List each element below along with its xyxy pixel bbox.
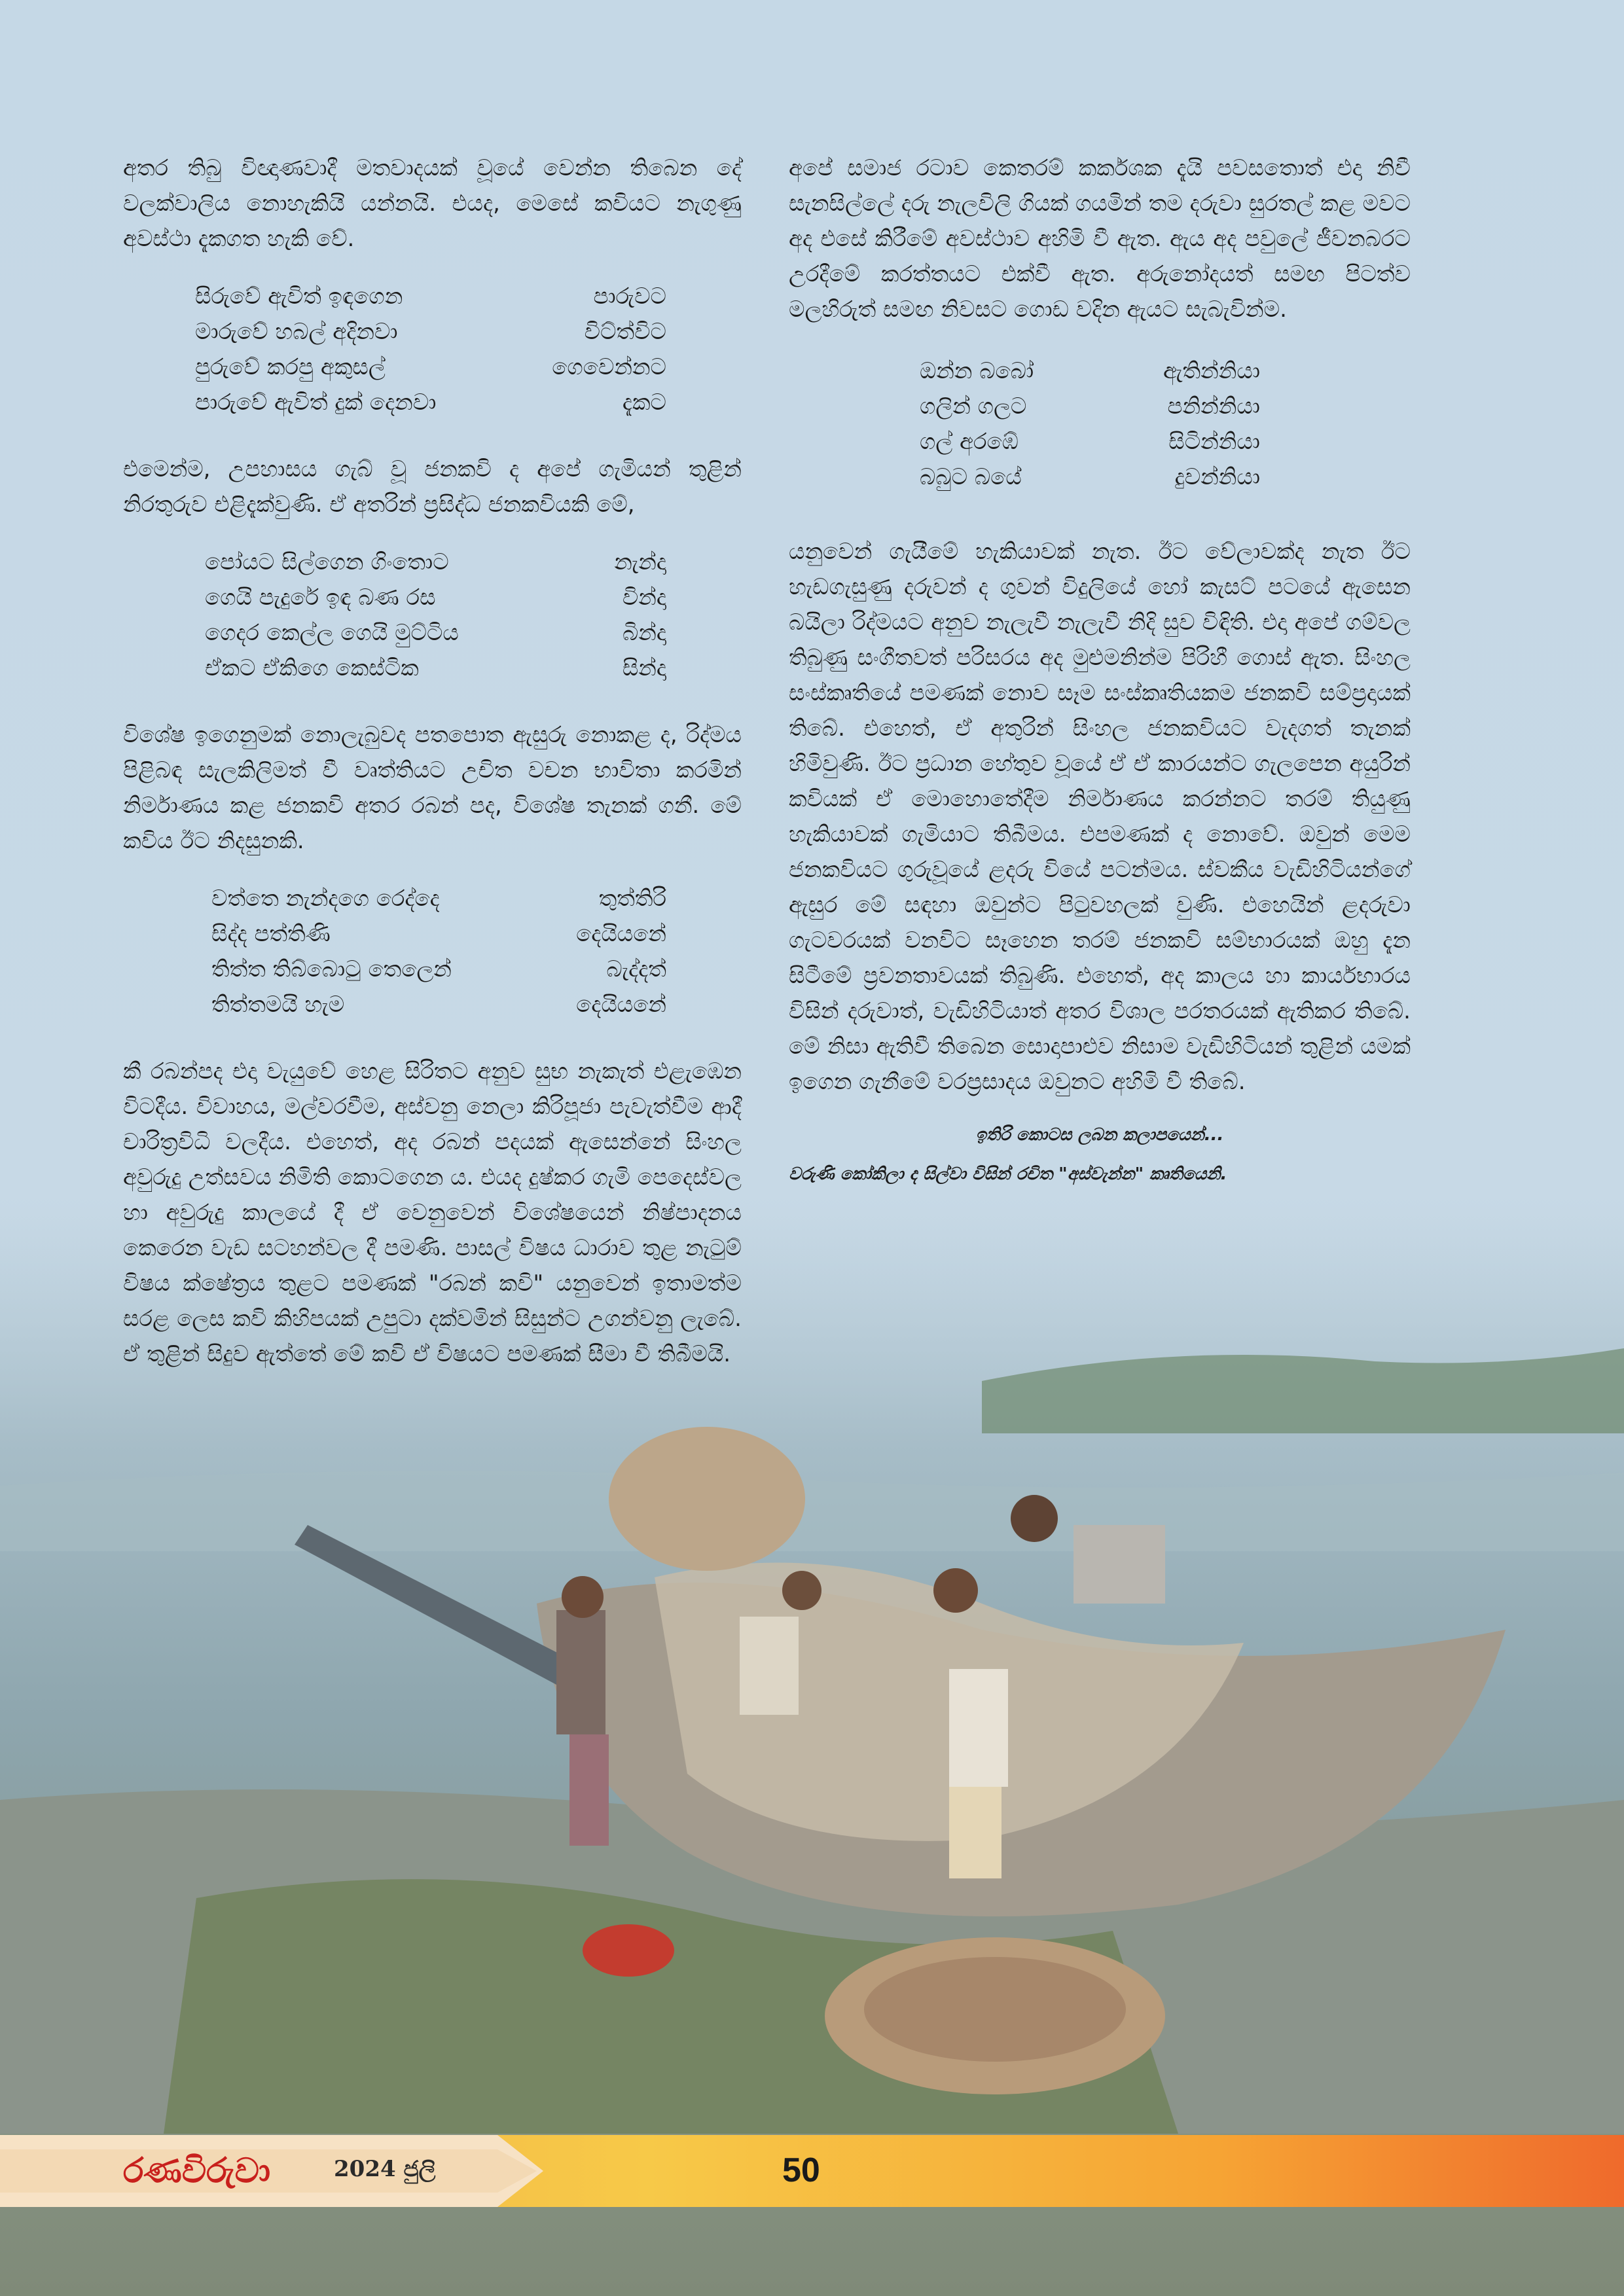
magazine-brand: රණවිරුවා xyxy=(123,2151,271,2191)
verse-line-text: ගලින් ගලට xyxy=(920,393,1027,420)
verse-line xyxy=(195,350,666,385)
page-footer xyxy=(0,2135,1624,2207)
verse-line xyxy=(920,389,1260,424)
verse-line-text: ගල් අරඹේ xyxy=(920,429,1019,455)
verse-line-end: දෙයියනේ xyxy=(576,992,666,1018)
verse-line xyxy=(211,952,666,987)
verse-line xyxy=(195,314,666,350)
verse-line-text: තිත්තමයි හැම xyxy=(211,992,345,1018)
verse-line-end: නැන්දා xyxy=(614,549,666,575)
verse-line xyxy=(920,459,1260,495)
paragraph: එමෙන්ම, උපහාසය ගැබ් වූ ජනකවි ද අපේ ගැමියන් තුළින් නිරතුරුව එළිදැක්වුණි. ඒ අතරින් ප්‍රසිද්ධ ජනකවියකි මේ, xyxy=(123,456,742,518)
paragraph: අපේ සමාජ රටාව කෙතරම් කර්කශක දැයි පවසතොත් එදා නිවී සැනසිල්ලේ දරු නැලවිලි ගියක් ගයමින් තම දරුවා සුරතල් කළ මවට අද එසේ කිරීමේ අවස්ථාව අහිමි වී ඇත. ඇය අද පවුලේ ජීවනබරට උරදීමේ කරත්තයට එක්වී ඇත. අරුනෝදයත් සමඟ පිටත්ව මලහිරුත් සමඟ නිවසට ගොඩ වදින ඇයට සැබැවින්ම. xyxy=(789,155,1411,323)
paragraph: විශේෂ ඉගෙනුමක් නොලැබුවද පතපොත ඇසුරු නොකළ ද, රිද්මය පිළිබඳ සැලකිලිමත් වී වෘත්තියට උචිත වචන භාවිතා කරමින් නිර්මාණය කළ ජනකවි අතර රබන් පද, විශේෂ තැනක් ගනී. මේ කවිය ඊට නිදසුනකි. xyxy=(123,722,742,854)
verse-line-text: පුරුවේ කරපු අකුසල් xyxy=(195,354,386,380)
verse-line xyxy=(211,987,666,1022)
verse-block xyxy=(211,881,666,1022)
verse-line-text: පෝයට සිල්ගෙන ගිංතොට xyxy=(205,549,449,575)
verse-line xyxy=(205,580,666,615)
verse-line-end: වින්දා xyxy=(622,584,666,611)
verse-line-text: බබුට බයේ xyxy=(920,464,1022,490)
verse-line xyxy=(195,279,666,314)
verse-line-text: ඔන්න බබෝ xyxy=(920,358,1034,384)
verse-line-end: දුවන්නියා xyxy=(1174,464,1260,490)
page-number: 50 xyxy=(782,2151,820,2189)
verse-line-text: ගෙයි පැදුරේ ඉඳ බණ රස xyxy=(205,584,436,611)
verse-line-end: විට්ත්විට xyxy=(584,319,666,345)
continued-note: ඉතිරි කොටස ලබන කලාපයෙන්... xyxy=(975,1125,1224,1145)
right-column xyxy=(789,151,1411,1187)
verse-line-end: සිටින්නියා xyxy=(1168,429,1260,455)
verse-line xyxy=(920,353,1260,389)
verse-line-text: තිත්ත තිබ්බොටු තෙලෙන් xyxy=(211,956,452,982)
verse-line-end: ගෙවෙන්නට xyxy=(552,354,666,380)
verse-line-end: බැද්දත් xyxy=(606,956,666,982)
verse-line-text: සිද්ද පත්තිණි xyxy=(211,921,331,947)
verse-line-text: මාරුවේ හබල් අදිනවා xyxy=(195,319,398,345)
verse-line-text: පාරුවේ ඇවිත් දුක් දෙනවා xyxy=(195,389,437,416)
verse-line-end: පනින්නියා xyxy=(1167,393,1260,420)
verse-line-text: සිරුවේ ඇවිත් ඉඳගෙන xyxy=(195,283,403,310)
verse-line xyxy=(211,916,666,952)
verse-line-end: තුත්තිරි xyxy=(598,886,666,912)
verse-line-end: දෙයියනේ xyxy=(576,921,666,947)
paragraph: කී රබන්පද එදා වැයුවේ හෙළ සිරිතට අනුව සුභ නැකැත් එළැඹෙන විටදීය. විවාහය, මල්වරවීම, අස්වනු නෙලා කිරිපූජා පැවැත්වීම ආදී චාරිත්‍රවිධි වලදීය. එහෙත්, අද රබන් පදයක් ඇසෙන්නේ සිංහල අවුරුදු උත්සවය නිමිති කොටගෙන ය. එයද දුෂ්කර ගැමි පෙදෙස්වල හා අවුරුදු කාලයේ දී ඒ වෙනුවෙන් විශේෂයෙන් නිෂ්පාදනය කෙරෙන වැඩ සටහන්වල දී පමණි. පාසල් විෂය ධාරාව තුළ නැටුම් විෂය ක්ෂේත්‍රය තුළට පමණක් "රබන් කවි" යනුවෙන් ඉතාමත්ම සරළ ලෙස කවි කිහිපයක් උපුටා දක්වමින් සිසුන්ට උගන්වනු ලැබේ. ඒ තුළින් සිදුව ඇත්තේ මේ කවි ඒ විෂයට පමණක් සීමා වී තිබීමයි. xyxy=(123,1058,742,1367)
verse-line-end: පාරුවට xyxy=(593,283,666,310)
verse-line-end: දැකට xyxy=(622,389,666,416)
paragraph: යනුවෙන් ගැයීමේ හැකියාවක් නැත. ඊට වේලාවක්ද නැත ඊට හැඩගැසුණු දරුවන් ද ගුවන් විදුලියේ හෝ කැසට් පටයේ ඇසෙන බයිලා රිද්මයට අනුව නැලැවී නැලැවී නිදි සුව විඳිති. එදා අපේ ගම්වල තිබුණු සංගීතවත් පරිසරය අද මුළුමනින්ම පිරිහී ගොස් ඇත. සිංහල සංස්කෘතියේ පමණක් නොව සෑම සංස්කෘතියකම ජනකවි සම්ප්‍රදායක් තිබේ. එහෙත්, ඒ අතුරින් සිංහල ජනකවියට වැදගත් තැනක් හිමිවුණි. ඊට ප්‍රධාන හේතුව වූයේ ඒ ඒ කාරයන්ට ගැලපෙන අයුරින් කවියක් ඒ මොහොතේදීම නිර්මාණය කරන්නට තරම් තියුණු හැකියාවක් ගැමියාට තිබීමය. එපමණක් ද නොවේ. ඔවුන් මෙම ජනකවියට ගුරුවූයේ ළදරු වියේ පටන්මය. ස්වකීය වැඩිහිටියන්ගේ ඇසුර මේ සඳහා ඔවුන්ට පිටුවහලක් වුණි. එහෙයින් ළදරුවා ගැටවරයක් වනවිට සෑහෙන තරම් ජනකවි සම්භාරයක් ඔහු දැන සිටීමේ ප්‍රවනතාවයක් තිබුණි. එහෙත්, අද කාලය හා කාර්යභාරය විසින් දරුවාත්, වැඩිහිටියාත් අතර විශාල පරතරයක් ඇතිකර තිබේ. මේ නිසා ඇතිවී තිබෙන සොදාපාළුව නිසාම වැඩිහිටියන් තුළින් යමක් ඉගෙන ගැනීමේ වරප්‍රසාදය ඔවුනට අහිමි වී තිබේ. xyxy=(789,539,1411,1095)
paragraph: අතර තිබු විඥාණවාදී මතවාදයක් වූයේ වෙන්න තිබෙන දේ වලක්වාලිය නොහැකියි යන්නයි. එයද, මෙසේ කවියට නැගුණු අවස්ථා දැකගත හැකි වේ. xyxy=(123,155,742,252)
verse-line-end: සින්දා xyxy=(622,655,666,681)
verse-line-text: ගෙදර කෙල්ල ගෙයි මුට්ටිය xyxy=(205,620,459,646)
verse-line-text: වත්තෙ නැන්දගෙ රෙද්දෙ xyxy=(211,886,440,912)
verse-line-end: බින්දා xyxy=(622,620,666,646)
verse-line xyxy=(205,651,666,686)
verse-block xyxy=(205,545,666,686)
verse-block xyxy=(920,353,1260,495)
issue-date: 2024 ජුලි xyxy=(334,2156,436,2182)
verse-line xyxy=(195,385,666,420)
verse-line xyxy=(211,881,666,916)
verse-block xyxy=(195,279,666,420)
verse-line-text: ඒකට ඒකිගෙ කෙස්ටික xyxy=(205,655,419,681)
verse-line xyxy=(205,545,666,580)
left-column xyxy=(123,151,742,1394)
verse-line xyxy=(205,615,666,651)
verse-line-end: ඇතින්නියා xyxy=(1163,358,1260,384)
source-credit: වරුණි කෝකිලා ද සිල්වා විසින් රචිත "අස්වැන්න" කෘතියෙනි. xyxy=(789,1164,1227,1184)
verse-line xyxy=(920,424,1260,459)
